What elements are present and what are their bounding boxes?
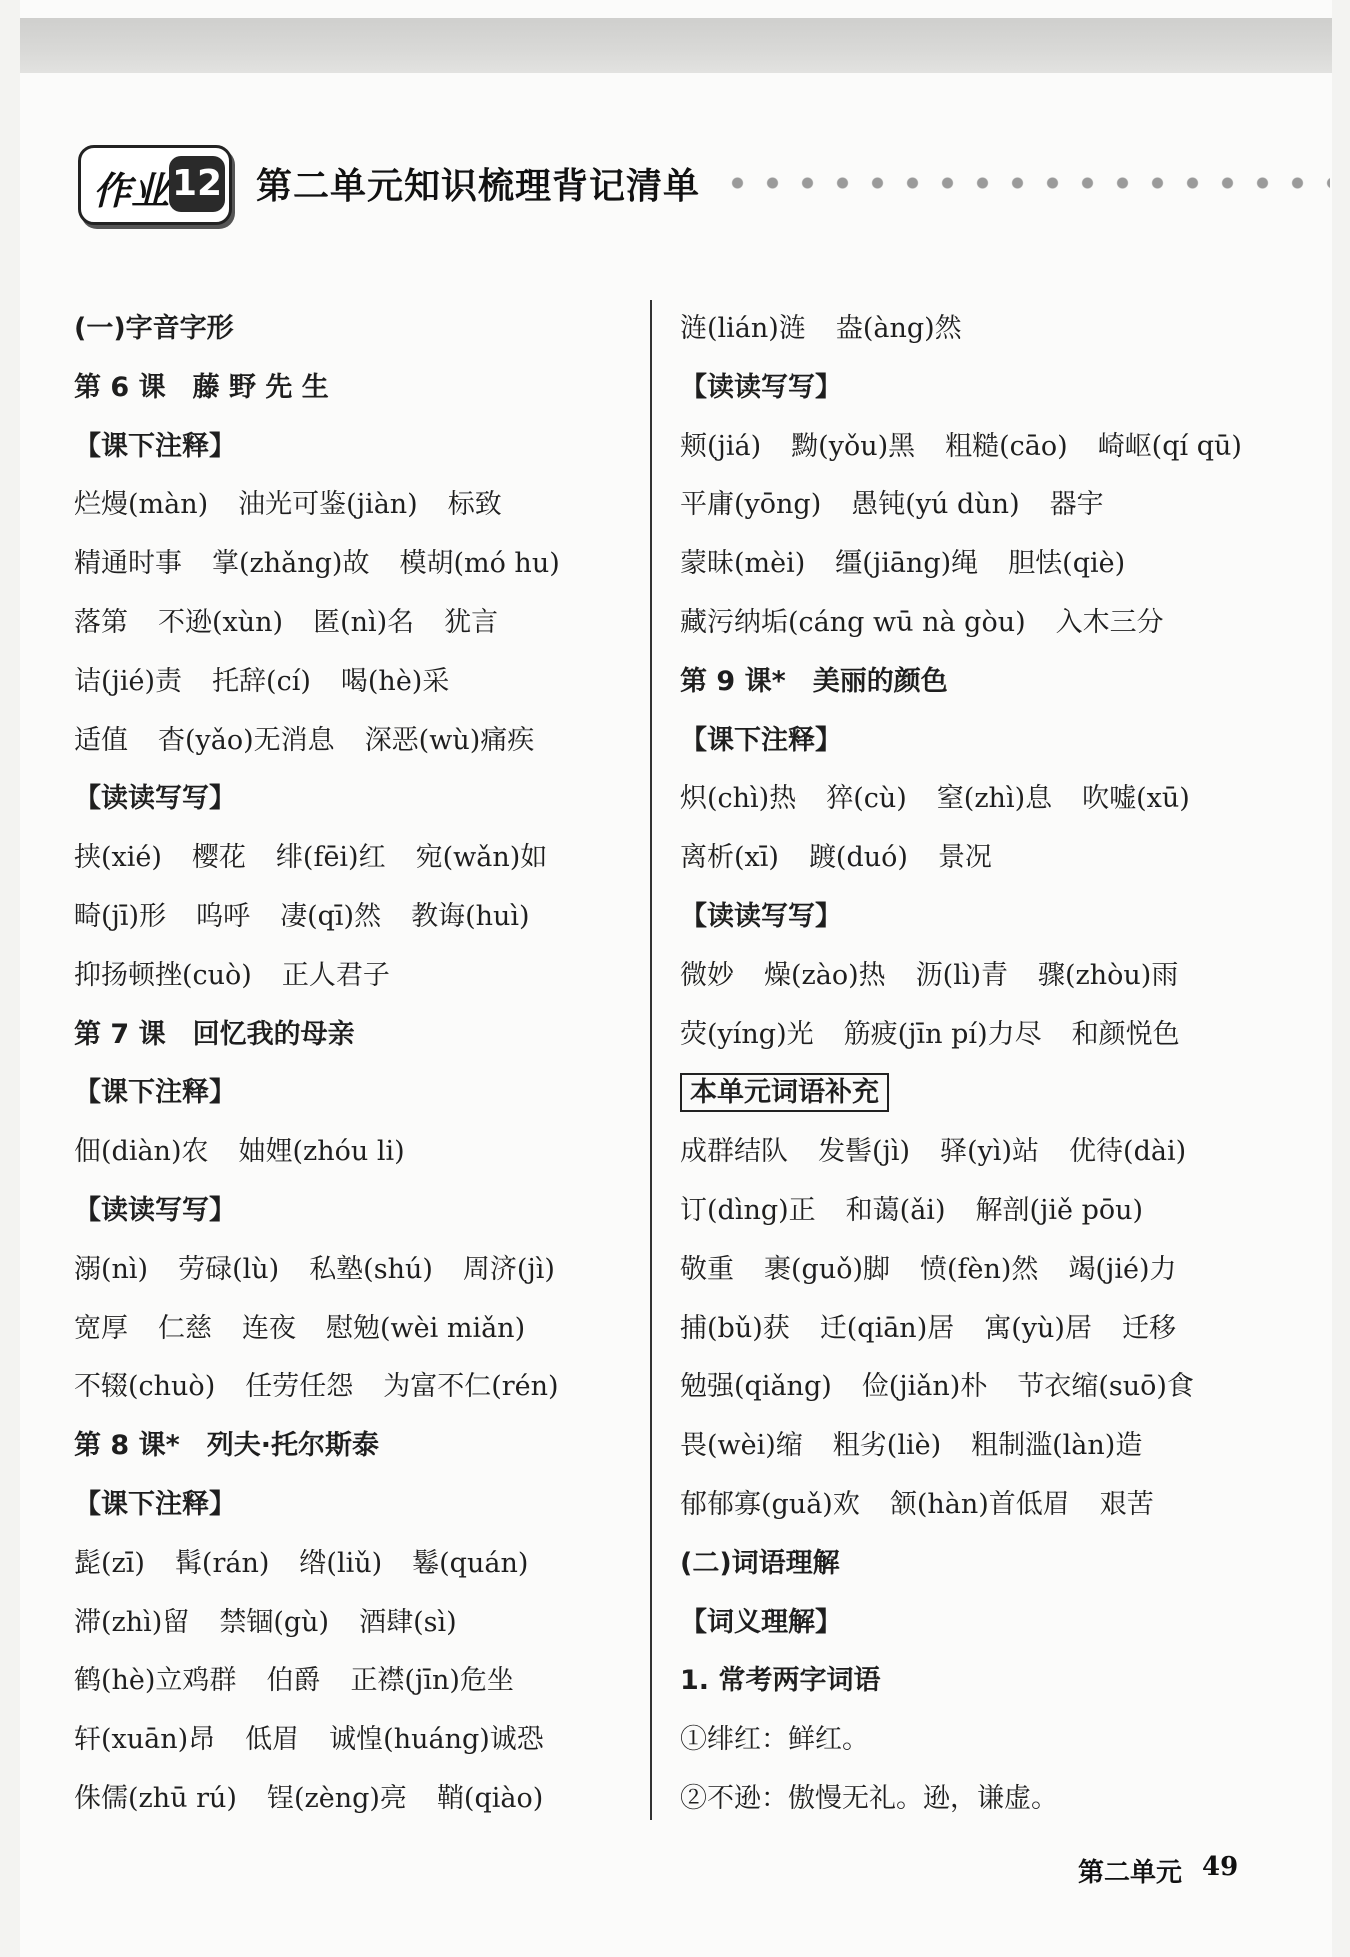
bracket-line [74, 1064, 634, 1123]
vocab-item: ②不逊：傲慢无礼。逊，谦虚。 [680, 1782, 1058, 1814]
vocab-line [680, 476, 1240, 535]
bracket-text: 【课下注释】 [74, 430, 236, 462]
vocab-item: 诘(jié)责 [74, 665, 183, 697]
vocab-item: 荧(yíng)光 [680, 1018, 814, 1050]
vocab-line [74, 1711, 634, 1770]
heading-text: 第 6 课 藤 野 先 生 [74, 371, 329, 403]
vocab-item: 鹤(hè)立鸡群 [74, 1665, 237, 1697]
vocab-item: 迁移 [1121, 1312, 1176, 1344]
vocab-item: 燥(zào)热 [764, 959, 886, 991]
vocab-item: 炽(chì)热 [680, 783, 797, 815]
vocab-item: 劳碌(lù) [178, 1253, 280, 1285]
vocab-item: 绺(liǔ) [299, 1547, 383, 1579]
vocab-item: 愤(fèn)然 [920, 1253, 1039, 1285]
vocab-item: 藏污纳垢(cáng wū nà gòu) [680, 606, 1026, 638]
vocab-item: 低眉 [245, 1724, 300, 1756]
scan-top-band [20, 18, 1332, 73]
vocab-item: 髯(rán) [174, 1547, 270, 1579]
vocab-line [74, 1594, 634, 1653]
vocab-item: 挟(xié) [74, 842, 162, 874]
vocab-item: 骤(zhòu)雨 [1038, 959, 1179, 991]
vocab-line [680, 770, 1240, 829]
heading-line [680, 653, 1240, 712]
heading-text: 第 7 课 回忆我的母亲 [74, 1018, 355, 1050]
vocab-item: 崎岖(qí qū) [1097, 430, 1242, 462]
vocab-item: 畏(wèi)缩 [680, 1430, 803, 1462]
left-column [74, 300, 634, 1829]
column-divider [650, 300, 652, 1820]
heading-text: (二)词语理解 [680, 1547, 840, 1579]
vocab-line [74, 829, 634, 888]
vocab-item: 教诲(huì) [411, 900, 530, 932]
vocab-line [74, 1300, 634, 1359]
vocab-item: 仁慈 [158, 1312, 212, 1344]
vocab-item: 俭(jiǎn)朴 [861, 1371, 988, 1403]
vocab-line [74, 594, 634, 653]
vocab-item: 诚惶(huáng)诚恐 [329, 1724, 544, 1756]
vocab-item: 涟(lián)涟 [680, 313, 806, 344]
vocab-item: 樱花 [191, 842, 246, 874]
vocab-item: 沥(lì)青 [915, 959, 1008, 991]
heading-line [680, 1652, 1240, 1711]
vocab-item: 滞(zhì)留 [74, 1606, 190, 1638]
right-column [680, 300, 1240, 1829]
vocab-item: 捕(bǔ)获 [680, 1312, 790, 1344]
heading-line [680, 1535, 1240, 1594]
vocab-item: 正人君子 [281, 959, 390, 991]
vocab-item: 勉强(qiǎng) [680, 1371, 832, 1403]
vocab-item: 绯(fēi)红 [275, 842, 386, 874]
vocab-item: 禁锢(gù) [219, 1606, 330, 1638]
vocab-line [680, 1358, 1240, 1417]
vocab-line [74, 1123, 634, 1182]
vocab-item: 节衣缩(suō)食 [1017, 1371, 1194, 1403]
vocab-item: 窒(zhì)息 [936, 783, 1053, 815]
heading-text: 第 8 课* 列夫·托尔斯泰 [74, 1430, 379, 1462]
vocab-item: 和颜悦色 [1071, 1018, 1180, 1050]
vocab-item: 杳(yǎo)无消息 [158, 724, 335, 756]
heading-text: (一)字音字形 [74, 313, 234, 344]
vocab-item: 成群结队 [680, 1136, 788, 1168]
bracket-line [74, 1182, 634, 1241]
bracket-text: 【读读写写】 [680, 371, 842, 403]
vocab-line [74, 476, 634, 535]
vocab-item: 宛(wǎn)如 [415, 842, 548, 874]
vocab-item: 髭(zī) [74, 1547, 145, 1579]
vocab-item: 迁(qiān)居 [819, 1312, 955, 1344]
vocab-item: 粗劣(liè) [832, 1430, 942, 1462]
vocab-item: 微妙 [680, 959, 734, 991]
vocab-line [680, 1182, 1240, 1241]
vocab-line [680, 1417, 1240, 1476]
vocab-item: 寓(yù)居 [984, 1312, 1092, 1344]
vocab-line [680, 1241, 1240, 1300]
vocab-item: 景况 [937, 842, 992, 874]
vocab-line [74, 535, 634, 594]
vocab-item: 黝(yǒu)黑 [791, 430, 916, 462]
vocab-item: 掌(zhǎng)故 [212, 548, 370, 580]
vocab-item: 驿(yì)站 [940, 1136, 1040, 1168]
boxed-text: 本单元词语补充 [680, 1073, 889, 1112]
vocab-line [680, 947, 1240, 1006]
bracket-text: 【读读写写】 [74, 783, 236, 815]
vocab-item: 解剖(jiě pōu) [975, 1194, 1144, 1226]
vocab-item: 蒙昧(mèi) [680, 548, 806, 580]
vocab-item: 裹(guǒ)脚 [764, 1253, 890, 1285]
vocab-item: 托辞(cí) [212, 665, 311, 697]
vocab-item: 郁郁寡(guǎ)欢 [680, 1488, 860, 1520]
vocab-item: 轩(xuān)昂 [74, 1724, 216, 1756]
vocab-item: 宽厚 [74, 1312, 128, 1344]
vocab-item: 伯爵 [266, 1665, 321, 1697]
vocab-item: 连夜 [242, 1312, 296, 1344]
vocab-item: 踱(duó) [808, 842, 908, 874]
vocab-line [680, 1006, 1240, 1065]
heading-line [74, 300, 634, 359]
homework-number: 12 [169, 156, 225, 212]
vocab-item: 订(dìng)正 [680, 1194, 816, 1226]
vocab-item: 呜呼 [196, 900, 251, 932]
vocab-item: 猝(cù) [826, 783, 907, 815]
vocab-item: 慰勉(wèi miǎn) [326, 1312, 526, 1344]
vocab-line [74, 1770, 634, 1829]
vocab-line [74, 1652, 634, 1711]
vocab-line [680, 1300, 1240, 1359]
vocab-item: 盎(àng)然 [835, 313, 962, 344]
vocab-item: 任劳任怨 [245, 1371, 354, 1403]
bracket-text: 【课下注释】 [680, 724, 842, 756]
vocab-item: 溺(nì) [74, 1253, 149, 1285]
vocab-line [680, 1123, 1240, 1182]
vocab-item: 筋疲(jīn pí)力尽 [843, 1018, 1042, 1050]
vocab-item: 抑扬顿挫(cuò) [74, 959, 252, 991]
vocab-item: 凄(qī)然 [280, 900, 382, 932]
vocab-line [680, 535, 1240, 594]
vocab-line [680, 1476, 1240, 1535]
vocab-line [74, 1535, 634, 1594]
vocab-item: 鞘(qiào) [436, 1782, 544, 1814]
vocab-item: 侏儒(zhū rú) [74, 1782, 237, 1814]
bracket-line [74, 418, 634, 477]
vocab-item: 优待(dài) [1069, 1136, 1187, 1168]
vocab-line [74, 1358, 634, 1417]
bracket-line [680, 1594, 1240, 1653]
bracket-text: 【词义理解】 [680, 1606, 842, 1638]
title-dot-leader [720, 176, 1330, 190]
vocab-item: 精通时事 [74, 548, 182, 580]
bracket-line [74, 1476, 634, 1535]
vocab-item: 和蔼(ǎi) [845, 1194, 946, 1226]
homework-badge [78, 145, 232, 225]
vocab-item: 不逊(xùn) [158, 606, 284, 638]
vocab-item: 匿(nì)名 [313, 606, 415, 638]
vocab-item: 鬈(quán) [412, 1547, 529, 1579]
vocab-item: 平庸(yōng) [680, 489, 822, 521]
homework-label: 作业 [93, 169, 170, 213]
vocab-item: 模胡(mó hu) [399, 548, 560, 580]
bracket-text: 【读读写写】 [74, 1194, 236, 1226]
vocab-item: 正襟(jīn)危坐 [350, 1665, 514, 1697]
vocab-item: 油光可鉴(jiàn) [238, 489, 418, 521]
heading-text: 第 9 课* 美丽的颜色 [680, 665, 948, 697]
vocab-item: 畸(jī)形 [74, 900, 167, 932]
vocab-line [680, 829, 1240, 888]
vocab-item: 吹嘘(xū) [1082, 783, 1190, 815]
page-title: 第二单元知识梳理背记清单 [256, 166, 701, 207]
vocab-item: 器宇 [1049, 489, 1104, 521]
vocab-line [74, 653, 634, 712]
vocab-item: 犹言 [444, 606, 499, 638]
vocab-item: 颊(jiá) [680, 430, 762, 462]
vocab-item: 粗糙(cāo) [945, 430, 1068, 462]
vocab-item: 胆怯(qiè) [1008, 548, 1126, 580]
vocab-item: 颔(hàn)首低眉 [889, 1488, 1070, 1520]
vocab-line [74, 947, 634, 1006]
heading-line [74, 1006, 634, 1065]
vocab-line [680, 418, 1240, 477]
vocab-item: 私塾(shú) [309, 1253, 433, 1285]
heading-text: 1. 常考两字词语 [680, 1665, 881, 1697]
vocab-item: 为富不仁(rén) [383, 1371, 559, 1403]
bracket-line [680, 359, 1240, 418]
vocab-item: 喝(hè)采 [340, 665, 450, 697]
vocab-line [74, 712, 634, 771]
page-number: 49 [1202, 1852, 1239, 1882]
bracket-text: 【读读写写】 [680, 900, 842, 932]
vocab-item: 粗制滥(làn)造 [971, 1430, 1143, 1462]
vocab-item: 烂熳(màn) [74, 489, 209, 521]
heading-line [74, 1417, 634, 1476]
vocab-item: 周济(jì) [462, 1253, 555, 1285]
vocab-item: 缰(jiāng)绳 [835, 548, 979, 580]
vocab-item: 酒肆(sì) [359, 1606, 457, 1638]
vocab-item: 不辍(chuò) [74, 1371, 216, 1403]
footer-unit-label: 第二单元 [1078, 1858, 1183, 1888]
vocab-item: 标致 [447, 489, 502, 521]
vocab-item: 适值 [74, 724, 128, 756]
bracket-line [74, 770, 634, 829]
bracket-text: 【课下注释】 [74, 1077, 236, 1109]
vocab-line [680, 1711, 1240, 1770]
vocab-item: 落第 [74, 606, 128, 638]
vocab-item: 深恶(wù)痛疾 [364, 724, 535, 756]
vocab-item: 锃(zèng)亮 [266, 1782, 407, 1814]
vocab-item: 愚钝(yú dùn) [851, 489, 1020, 521]
heading-line [74, 359, 634, 418]
vocab-line [680, 594, 1240, 653]
vocab-item: 妯娌(zhóu li) [238, 1136, 405, 1168]
vocab-item: 入木三分 [1055, 606, 1164, 638]
vocab-line [74, 1241, 634, 1300]
vocab-item: 敬重 [680, 1253, 734, 1285]
boxed-line [680, 1064, 1240, 1123]
vocab-item: 艰苦 [1099, 1488, 1154, 1520]
vocab-item: 离析(xī) [680, 842, 779, 874]
vocab-item: 发髻(jì) [818, 1136, 911, 1168]
vocab-line [680, 1770, 1240, 1829]
vocab-item: 竭(jié)力 [1068, 1253, 1177, 1285]
vocab-item: ①绯红：鲜红。 [680, 1724, 869, 1756]
vocab-item: 佃(diàn)农 [74, 1136, 209, 1168]
vocab-line [74, 888, 634, 947]
bracket-line [680, 712, 1240, 771]
bracket-line [680, 888, 1240, 947]
vocab-line [680, 300, 1240, 359]
bracket-text: 【课下注释】 [74, 1488, 236, 1520]
